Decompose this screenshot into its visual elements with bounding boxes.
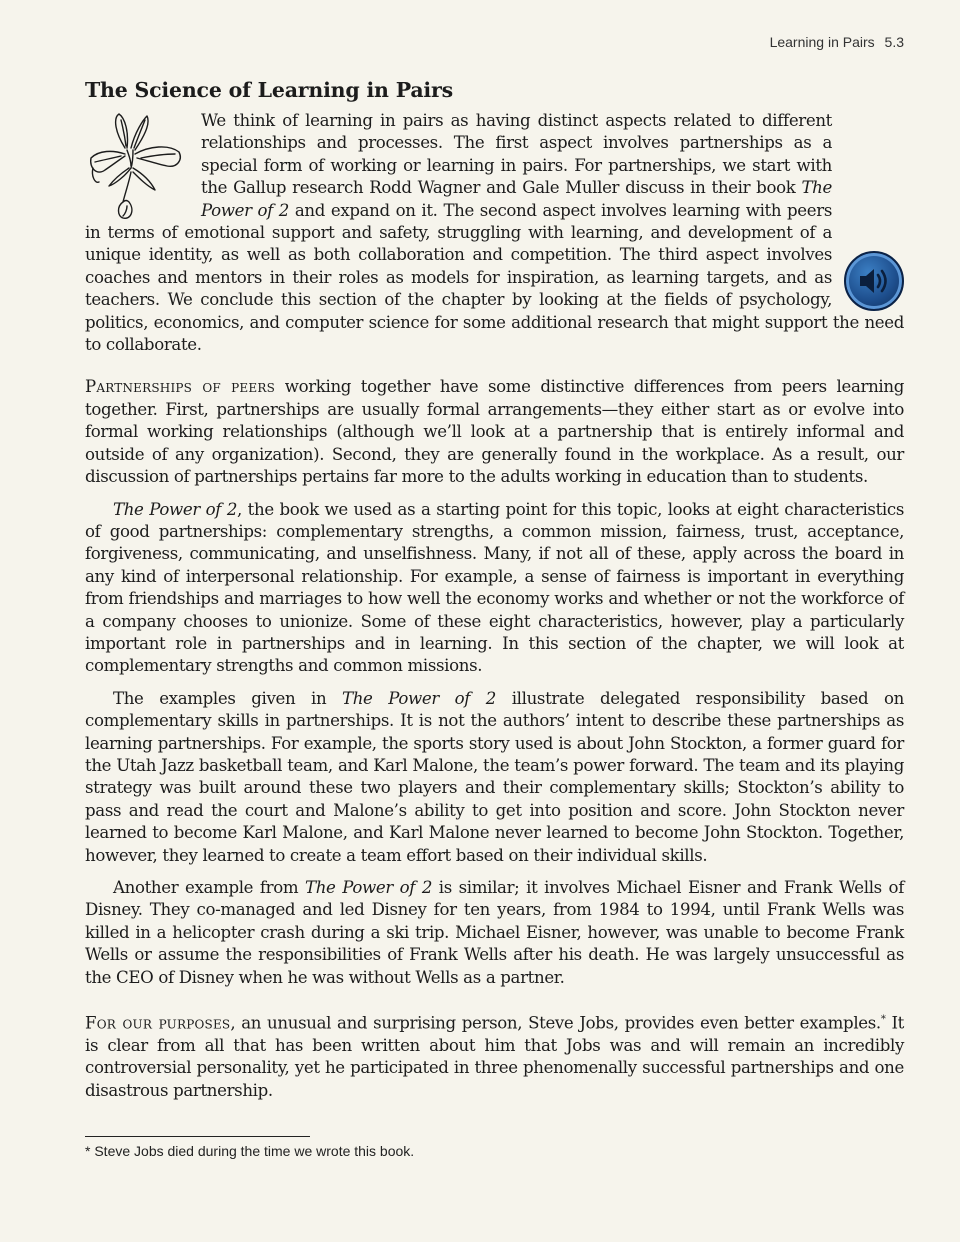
- audio-play-button[interactable]: [844, 251, 904, 311]
- book-title: The Power of 2: [201, 178, 832, 220]
- small-caps-lead: Partnerships of peers: [85, 377, 276, 397]
- running-head: [770, 34, 904, 50]
- intro-paragraph: [85, 110, 904, 356]
- paragraph-text-a: The examples given in: [113, 688, 342, 708]
- paragraph-eisner-wells: [85, 877, 904, 989]
- paragraph-text-b: illustrate delegated responsibility based on complementary skills in partnerships. It is not the authors’ intent to describe these partnerships as learning partnerships. For example, the sports story used is about John Stockton, a former guard for the Utah Jazz basketball team, and Karl Malone, the team’s power forward. The team and its playing strategy was built around these two players and their complementary skills; Stockton’s ability to pass and read the court and Malone’s ability to get into position and score. John Stockton never learned to become Karl Malone, and Karl Malone never learned to become John Stockton. Together, however, they learned to create a team effort based on their individual skills.: [85, 688, 904, 865]
- intro-text-b: and expand on it. The second aspect involves learning with peers in terms of emotional support and safety, struggling with learning, and development of a unique identity, as well as both collaboration and competition. The third aspect involves coaches and mentors in their roles as models for inspiration, as learning targets, and as teachers. We conclude this section of the chapter by looking at the fields of psychology, politics, economics, and computer science for some additional research that might support the need to collaborate.: [85, 200, 904, 355]
- paragraph-text: , the book we used as a starting point for this topic, looks at eight characteristics of good partnerships: complementary strengths, a common mission, fairness, trust, acceptance, forgiveness, communicating, and unselfishness. Many, if not all of these, apply across the board in any kind of interpersonal relationship. For example, a sense of fairness is important in everything from friendships and marriages to how well the economy works and whether or not the workforce of a company chooses to unionize. Some of these eight characteristics, however, play a particularly important role in partnerships and in learning. In this section of the chapter, we will look at complementary strengths and common missions.: [85, 499, 904, 676]
- audio-button-container: [834, 250, 904, 312]
- paragraph-text-b: It is clear from all that has been written about him that Jobs was and will remain an incredibly controversial personality, yet he participated in three phenomenally successful partnerships and one disastrous partnership.: [85, 1013, 904, 1100]
- paragraph-stockton-malone: [85, 688, 904, 867]
- page-number: 5.3: [884, 34, 904, 50]
- paragraph-text-a: , an unusual and surprising person, Steve Jobs, provides even better examples.: [230, 1013, 881, 1033]
- running-title: Learning in Pairs: [769, 34, 875, 50]
- book-title: The Power of 2: [305, 878, 433, 897]
- paragraph-text: working together have some distinctive differences from peers learning together. First, partnerships are usually formal arrangements—they either start as or evolve into formal working relationships (although we’ll look at a partnership that is entirely informal and outside of any organization). Second, they are generally found in the workplace. As a result, our discussion of partnerships pertains far more to the adults working in education than to students.: [85, 377, 904, 487]
- book-title: The Power of 2: [113, 499, 238, 519]
- paragraph-text-b: is similar; it involves Michael Eisner and Frank Wells of Disney. They co-managed and led Disney for ten years, from 1984 to 1994, until Frank Wells was killed in a helicopter crash during a ski trip. Michael Eisner, however, was unable to become Frank Wells or assume the responsibilities of Frank Wells after his death. He was largely unsuccessful as the CEO of Disney when he was without Wells as a partner.: [85, 878, 904, 987]
- small-caps-lead: For our purposes: [85, 1013, 231, 1033]
- paragraph-steve-jobs: [85, 1009, 904, 1102]
- iris-flower-icon: [85, 110, 189, 222]
- page-body: [85, 78, 904, 1102]
- intro-text-a: We think of learning in pairs as having distinct aspects related to different relationships and processes. The first aspect involves partnerships as a special form of working or learning in pairs. For partnerships, we start with the Gallup research Rodd Wagner and Gale Muller discuss in their book: [201, 111, 832, 198]
- footnote-rule: [85, 1136, 310, 1137]
- speaker-icon: [857, 266, 891, 296]
- footnote-marker: *: [880, 1014, 886, 1026]
- paragraph-characteristics: [85, 499, 904, 678]
- book-title: The Power of 2: [342, 688, 496, 708]
- footnote: * Steve Jobs died during the time we wrote this book.: [85, 1143, 415, 1159]
- paragraph-partnerships: [85, 376, 904, 488]
- section-title: The Science of Learning in Pairs: [85, 78, 453, 102]
- paragraph-text-a: Another example from: [113, 878, 305, 897]
